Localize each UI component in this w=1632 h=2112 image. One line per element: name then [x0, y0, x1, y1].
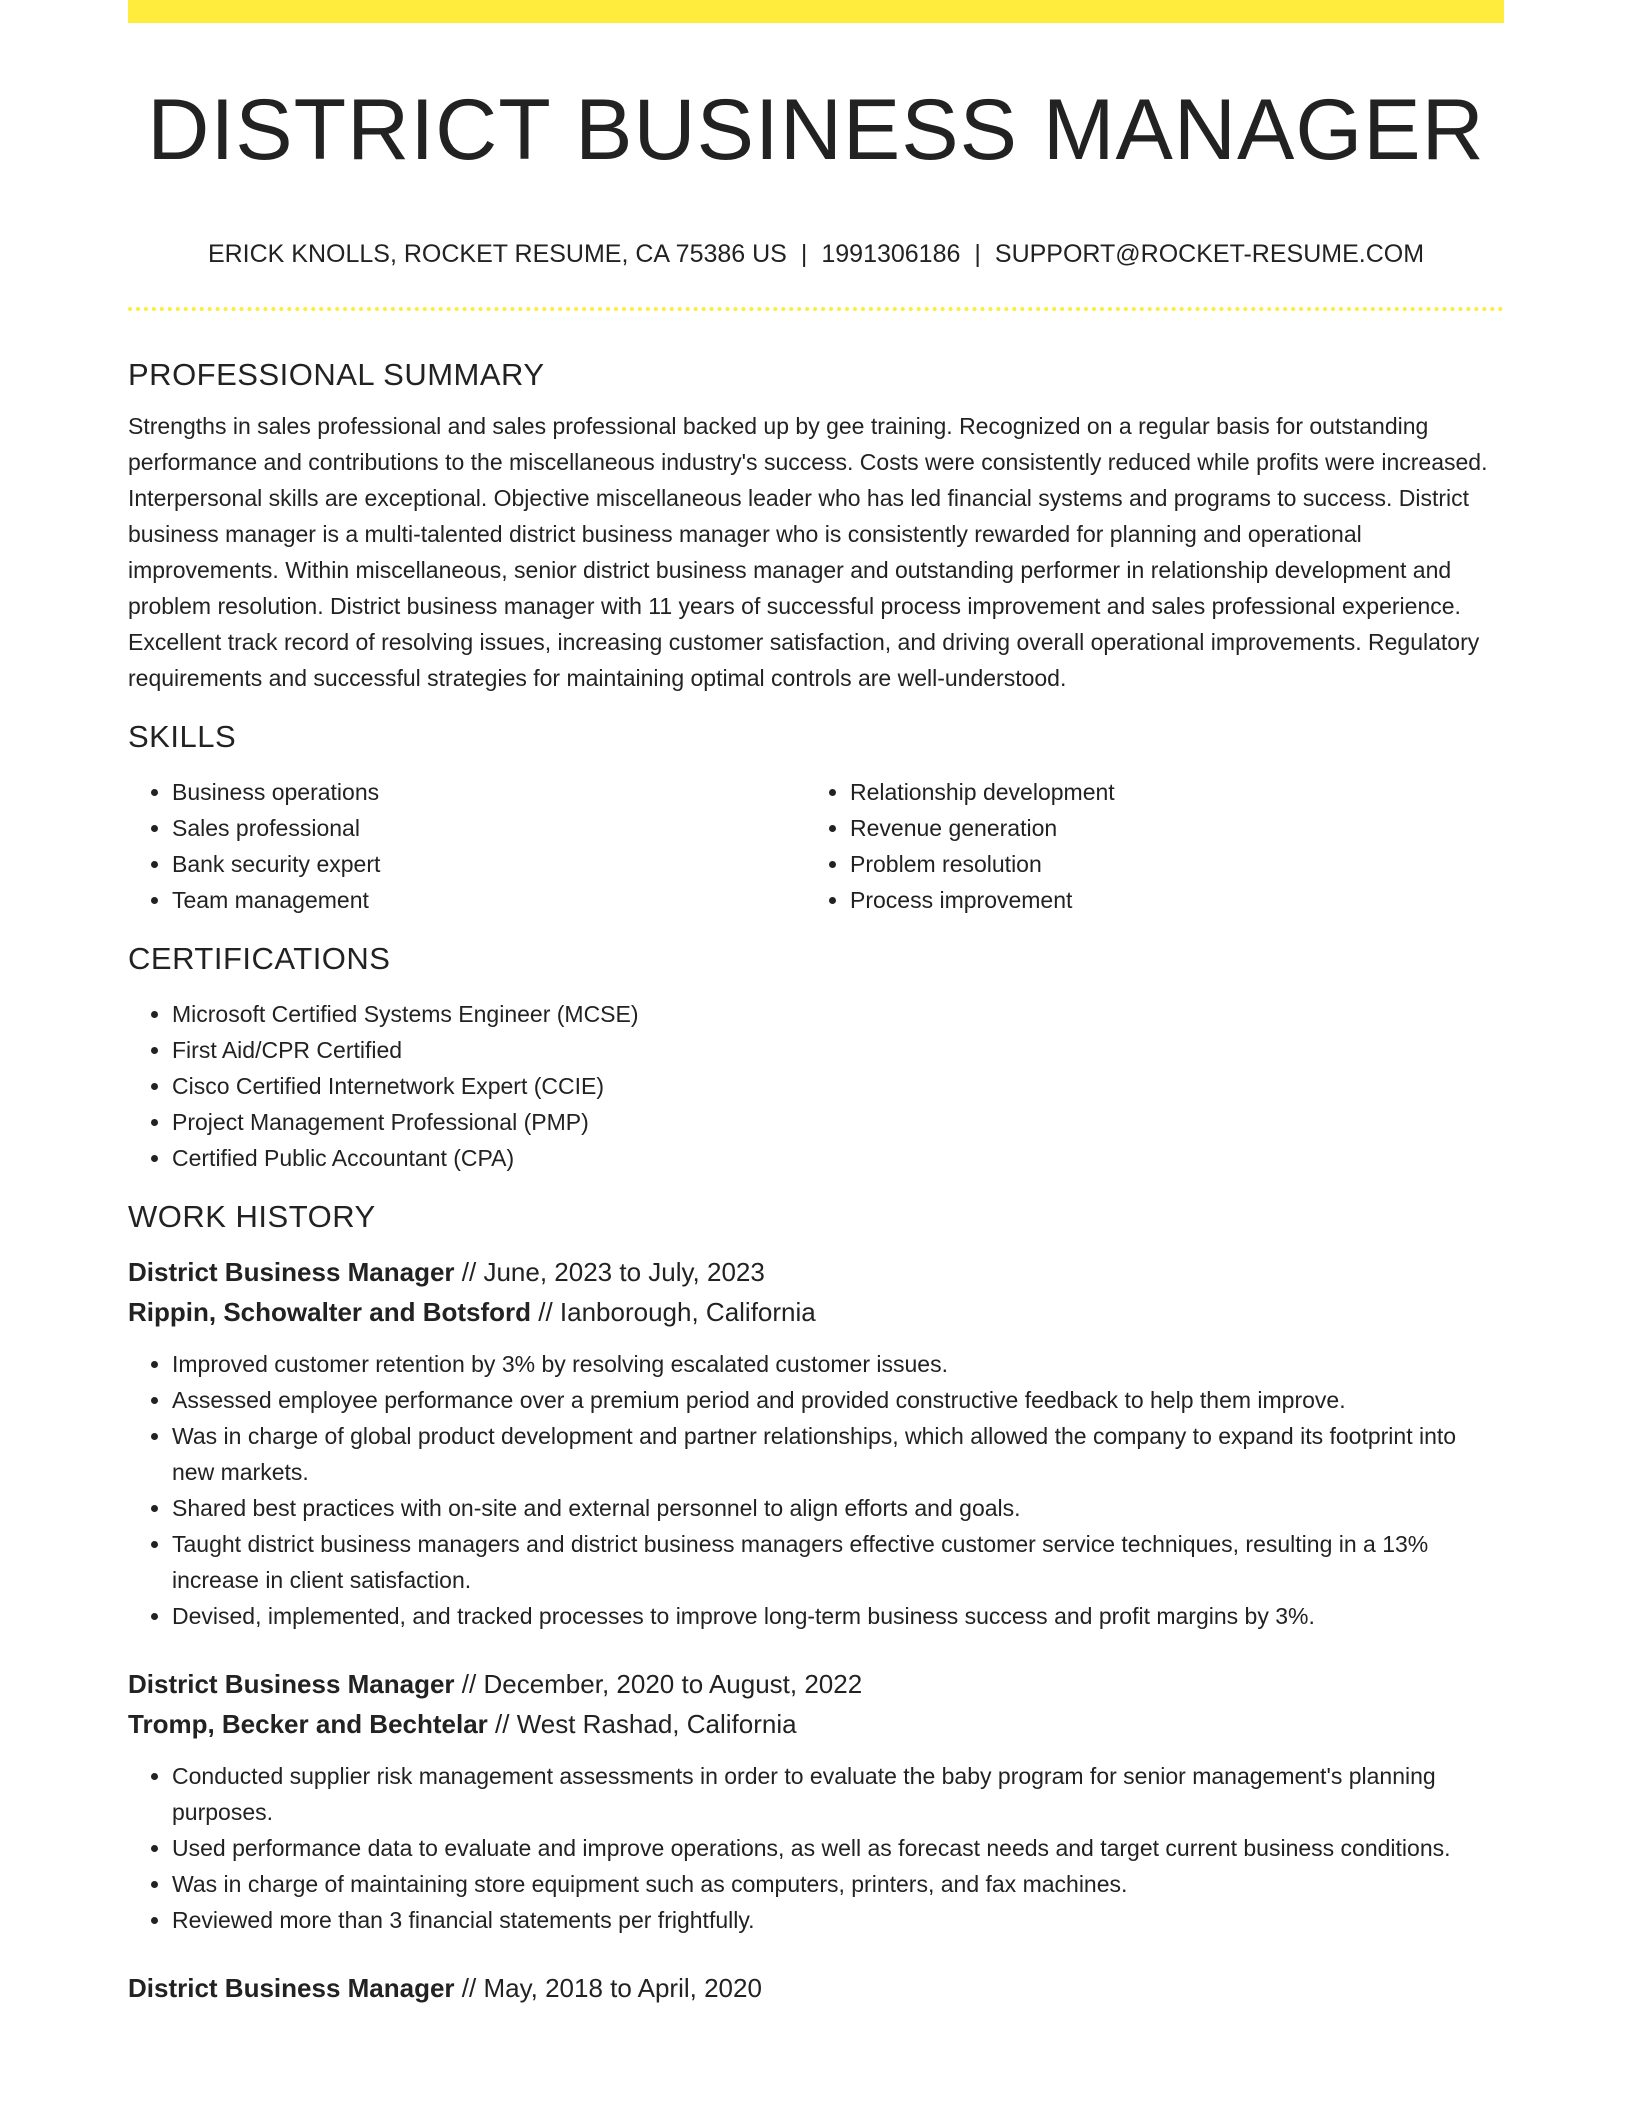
skill-item: • Problem resolution — [850, 846, 1484, 882]
skills-list-right — [806, 774, 1484, 918]
job-bullet: • Improved customer retention by 3% by resolving escalated customer issues. — [172, 1346, 1504, 1382]
job-bullet: • Taught district business managers and district business managers effective customer service techniques, resulting in a 13% increase in client satisfaction. — [172, 1526, 1504, 1598]
job-company: Tromp, Becker and Bechtelar — [128, 1709, 488, 1739]
certifications-section — [128, 936, 1504, 1176]
skill-item: • Team management — [172, 882, 806, 918]
certification-item: • Cisco Certified Internetwork Expert (CCIE) — [172, 1068, 1504, 1104]
contact-phone: 1991306186 — [821, 240, 961, 268]
job-entry — [128, 1252, 1504, 1332]
certification-item: • Certified Public Accountant (CPA) — [172, 1140, 1504, 1176]
job-company-line — [128, 1292, 1504, 1332]
work-history-section — [128, 1194, 1504, 2008]
skill-item: • Bank security expert — [172, 846, 806, 882]
section-heading-summary: PROFESSIONAL SUMMARY — [128, 357, 545, 392]
job-company: Rippin, Schowalter and Botsford — [128, 1297, 532, 1327]
section-heading-certifications: CERTIFICATIONS — [128, 941, 391, 976]
contact-line — [128, 236, 1504, 272]
skill-item: • Sales professional — [172, 810, 806, 846]
job-dates: // June, 2023 to July, 2023 — [454, 1257, 765, 1287]
job-bullets — [128, 1346, 1504, 1634]
certification-item: • First Aid/CPR Certified — [172, 1032, 1504, 1068]
job-bullet: • Devised, implemented, and tracked processes to improve long-term business success and profit margins by 3%. — [172, 1598, 1504, 1634]
job-title-line — [128, 1968, 1504, 2008]
skill-item: • Business operations — [172, 774, 806, 810]
job-bullet: • Was in charge of global product development and partner relationships, which allowed the company to expand its footprint into new markets. — [172, 1418, 1504, 1490]
top-accent-bar — [128, 0, 1504, 23]
summary-section — [128, 352, 1504, 696]
job-company-line — [128, 1704, 1504, 1744]
certifications-list — [128, 996, 1504, 1176]
job-bullets — [128, 1758, 1504, 1938]
page-title: DISTRICT BUSINESS MANAGER — [147, 82, 1485, 178]
job-bullet: • Reviewed more than 3 financial statements per frightfully. — [172, 1902, 1504, 1938]
contact-separator: | — [800, 240, 808, 268]
contact-email: SUPPORT@ROCKET-RESUME.COM — [994, 240, 1425, 268]
job-location: // West Rashad, California — [487, 1709, 797, 1739]
job-title: District Business Manager — [128, 1973, 455, 2003]
resume-content — [128, 352, 1504, 2008]
section-heading-skills: SKILLS — [128, 719, 237, 754]
certification-item: • Project Management Professional (PMP) — [172, 1104, 1504, 1140]
certification-item: • Microsoft Certified Systems Engineer (MCSE) — [172, 996, 1504, 1032]
job-title: District Business Manager — [128, 1669, 455, 1699]
job-bullet: • Shared best practices with on-site and external personnel to align efforts and goals. — [172, 1490, 1504, 1526]
contact-separator: | — [974, 240, 981, 268]
skill-item: • Process improvement — [850, 882, 1484, 918]
summary-text: Strengths in sales professional and sales professional backed up by gee training. Recognized on a regular basis for outstanding performance and contributions to the miscellaneous industry's success. Costs were consistently reduced while profits were increased. Interpersonal skills are exceptional. Objective miscellaneous leader who has led financial systems and programs to success. District business manager is a multi-talented district business manager who is consistently rewarded for planning and operational improvements. Within miscellaneous, senior district business manager and outstanding performer in relationship development and problem resolution. District business manager with 11 years of successful process improvement and sales professional experience. Excellent track record of resolving issues, increasing customer satisfaction, and driving overall operational improvements. Regulatory requirements and successful strategies for maintaining optimal controls are well-understood. — [128, 413, 1488, 691]
job-bullet: • Was in charge of maintaining store equipment such as computers, printers, and fax machines. — [172, 1866, 1504, 1902]
job-bullet: • Assessed employee performance over a premium period and provided constructive feedback to help them improve. — [172, 1382, 1504, 1418]
job-entry — [128, 1664, 1504, 1744]
section-heading-work-history: WORK HISTORY — [128, 1199, 376, 1234]
skills-list-left — [128, 774, 806, 918]
job-location: // Ianborough, California — [531, 1297, 816, 1327]
job-title: District Business Manager — [128, 1257, 455, 1287]
job-title-line — [128, 1664, 1504, 1704]
job-bullet: • Conducted supplier risk management assessments in order to evaluate the baby program for senior management's planning purposes. — [172, 1758, 1504, 1830]
dotted-divider — [128, 307, 1504, 311]
contact-address: ERICK KNOLLS, ROCKET RESUME, CA 75386 US — [207, 240, 787, 268]
skill-item: • Relationship development — [850, 774, 1484, 810]
job-entry — [128, 1968, 1504, 2008]
job-dates: // May, 2018 to April, 2020 — [454, 1973, 762, 2003]
skills-columns — [128, 760, 1504, 918]
skills-section — [128, 714, 1504, 918]
job-bullet: • Used performance data to evaluate and improve operations, as well as forecast needs and target current business conditions. — [172, 1830, 1504, 1866]
skill-item: • Revenue generation — [850, 810, 1484, 846]
job-dates: // December, 2020 to August, 2022 — [454, 1669, 863, 1699]
job-title-line — [128, 1252, 1504, 1292]
